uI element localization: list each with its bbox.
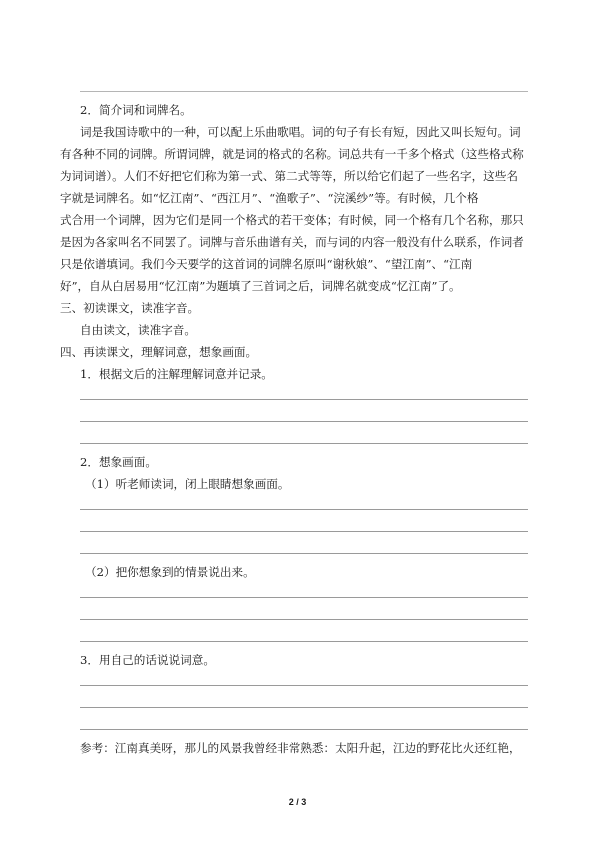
answer-line[interactable] (80, 399, 528, 400)
paragraph-line: 为词词谱）。人们不好把它们称为第一式、第二式等等，所以给它们起了一些名字，这些名 (60, 169, 518, 183)
answer-line[interactable] (80, 707, 528, 708)
task-prompt: 1．根据文后的注解理解词意并记录。 (80, 367, 273, 381)
paragraph-line: 自由读文，读准字音。 (80, 323, 196, 337)
answer-line[interactable] (80, 531, 528, 532)
section-heading: 三、初读课文，读准字音。 (60, 301, 200, 315)
header-rule (80, 91, 528, 92)
task-prompt: （2）把你想象到的情景说出来。 (85, 565, 255, 579)
task-prompt: 2．想象画面。 (80, 455, 157, 469)
answer-line[interactable] (80, 597, 528, 598)
answer-line[interactable] (80, 619, 528, 620)
paragraph-line: 只是依谱填词。我们今天要学的这首词的词牌名原叫“谢秋娘”、“望江南”、“江南 (60, 257, 473, 271)
answer-line[interactable] (80, 685, 528, 686)
answer-line[interactable] (80, 421, 528, 422)
paragraph-line: 是因为各家叫名不同罢了。词牌与音乐曲谱有关，而与词的内容一般没有什么联系，作词者 (60, 235, 524, 249)
section-heading: 四、再读课文，理解词意，想象画面。 (60, 345, 258, 359)
task-prompt: （1）听老师读词，闭上眼睛想象画面。 (85, 477, 290, 491)
paragraph-line: 好”，自从白居易用“忆江南”为题填了三首词之后，词牌名就变成“忆江南”了。 (60, 279, 461, 293)
answer-line[interactable] (80, 443, 528, 444)
answer-line[interactable] (80, 641, 528, 642)
answer-line[interactable] (80, 553, 528, 554)
section-heading: 2．简介词和词牌名。 (80, 103, 192, 117)
paragraph-line: 字就是词牌名。如“忆江南”、“西江月”、“渔歌子”、“浣溪纱”等。有时候，几个格 (60, 191, 479, 205)
paragraph-line: 词是我国诗歌中的一种，可以配上乐曲歌唱。词的句子有长有短，因此又叫长短句。词 (80, 125, 521, 139)
answer-line[interactable] (80, 729, 528, 730)
paragraph-line: 有各种不同的词牌。所谓词牌，就是词的格式的名称。词总共有一千多个格式（这些格式称 (60, 147, 524, 161)
reference-answer: 参考：江南真美呀，那儿的风景我曾经非常熟悉：太阳升起，江边的野花比火还红艳， (80, 741, 521, 755)
page-number: 2 / 3 (288, 797, 307, 807)
answer-line[interactable] (80, 509, 528, 510)
paragraph-line: 式合用一个词牌，因为它们是同一个格式的若干变体；有时候，同一个格有几个名称，那只 (60, 213, 524, 227)
task-prompt: 3．用自己的话说说词意。 (80, 653, 215, 667)
